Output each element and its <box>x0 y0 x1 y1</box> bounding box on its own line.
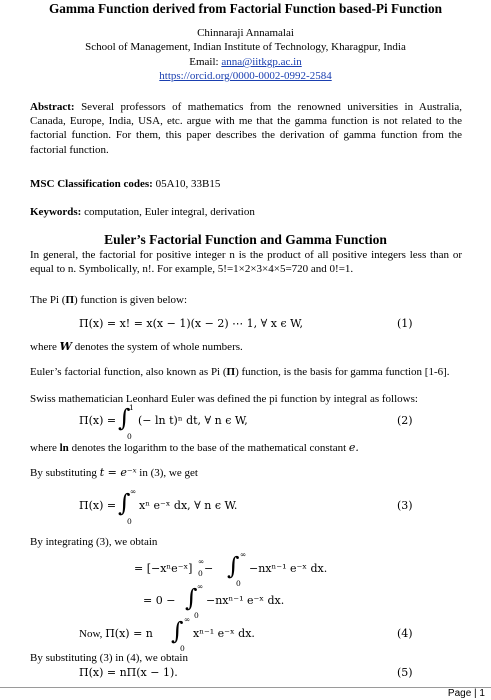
integral-sign: ∫ <box>118 404 131 432</box>
bracket-lower: 0 <box>198 569 203 578</box>
integral-sign: ∫ <box>227 552 240 580</box>
equation-4-number: (4) <box>397 627 413 640</box>
section-title: Euler’s Factorial Function and Gamma Function <box>104 232 387 247</box>
derivation-a-mid: − <box>204 562 214 575</box>
bracket-upper: ∞ <box>198 557 205 566</box>
equation-1-number: (1) <box>397 317 413 330</box>
equation-5-number: (5) <box>397 666 413 679</box>
keywords-label: Keywords: <box>30 206 82 218</box>
where1-post: denotes the system of whole numbers. <box>71 341 243 353</box>
derivation-a-lower: 0 <box>236 579 241 588</box>
subst-post: in (3), we get <box>136 467 198 479</box>
where1-pre: where <box>30 341 60 353</box>
where2-post: denotes the logarithm to the base of the mathematical constant <box>68 442 349 454</box>
euler-post: ) function, is the basis for gamma function [1-6]. <box>235 366 450 378</box>
paper-title: Gamma Function derived from Factorial Function based-Pi Function <box>48 1 443 16</box>
eq4-lower-limit: 0 <box>180 644 185 653</box>
pi-given-line <box>30 294 187 306</box>
euler-factorial-line <box>30 366 450 378</box>
keywords-value: computation, Euler integral, derivation <box>84 206 255 218</box>
eq2-upper-limit: 1 <box>129 403 134 412</box>
equation-4-rhs: xⁿ⁻¹ e⁻ˣ dx. <box>193 627 255 640</box>
page-number: Page | 1 <box>447 688 485 699</box>
derivation-a-pre: = [−xⁿe⁻ˣ] <box>134 562 193 575</box>
equation-3-lhs: Π(x) = <box>79 499 117 512</box>
abstract-text: Several professors of mathematics from the renowned universities in Australia, Canada, Europe, India, USA, etc. argue with me that the gamma function is not related to the factorial function. For them, this paper describes the derivation of gamma function from the factorial function. <box>30 101 462 156</box>
email-link[interactable]: anna@iitkgp.ac.in <box>221 56 302 68</box>
orcid-line <box>0 70 491 82</box>
integral-sign: ∫ <box>118 489 131 517</box>
derivation-b-pre: = 0 − <box>143 594 176 607</box>
where-whole-numbers <box>30 340 243 353</box>
derivation-a-upper: ∞ <box>240 550 247 559</box>
integral-sign: ∫ <box>171 617 184 645</box>
integral-sign: ∫ <box>185 584 198 612</box>
intro-paragraph: In general, the factorial for positive integer n is the product of all positive integers less than or equal to n. Symbolically, n!. For example, 5!=1×2×3×4×5=720 and 0!=1. <box>30 249 462 276</box>
msc-value: 05A10, 33B15 <box>155 178 221 190</box>
e-constant: e. <box>348 441 359 454</box>
abstract-label: Abstract: <box>30 101 75 113</box>
eq3-upper-limit: ∞ <box>130 487 137 496</box>
derivation-b-upper: ∞ <box>197 582 204 591</box>
author-email-line <box>0 56 491 68</box>
integrating-line: By integrating (3), we obtain <box>30 536 158 548</box>
derivation-a-rhs: −nxⁿ⁻¹ e⁻ˣ dx. <box>249 562 328 575</box>
keywords <box>30 206 255 218</box>
substitution-line <box>30 466 198 479</box>
author-affiliation: School of Management, Indian Institute of Technology, Kharagpur, India <box>85 41 406 53</box>
equation-2-rhs: (− ln t)ⁿ dt, ∀ n ϵ W, <box>138 414 248 427</box>
eq4-upper-limit: ∞ <box>184 615 191 624</box>
pi-given-suffix: ) function is given below: <box>74 294 188 306</box>
derivation-b-rhs: −nxⁿ⁻¹ e⁻ˣ dx. <box>206 594 285 607</box>
abstract <box>30 100 462 157</box>
where-ln-line <box>30 441 359 454</box>
equation-4-line <box>79 627 153 640</box>
author-name: Chinnaraji Annamalai <box>197 27 294 39</box>
ln-symbol: ln <box>59 442 69 454</box>
equation-3-rhs: xⁿ e⁻ˣ dx, ∀ n ϵ W. <box>139 499 238 512</box>
substitution-2-line: By substituting (3) in (4), we obtain <box>30 652 188 664</box>
pi-symbol: Π <box>65 294 75 306</box>
whole-numbers-symbol: W <box>59 340 72 353</box>
equation-5: Π(x) = nΠ(x − 1). <box>79 666 178 679</box>
orcid-link[interactable]: https://orcid.org/0000-0002-0992-2584 <box>159 70 332 82</box>
msc-label: MSC Classification codes: <box>30 178 153 190</box>
pi-given-prefix: The Pi ( <box>30 294 66 306</box>
derivation-b-lower: 0 <box>194 611 199 620</box>
subst-expression: t = e⁻ˣ <box>99 466 137 479</box>
equation-1: Π(x) = x! = x(x − 1)(x − 2) ⋯ 1, ∀ x ϵ W, <box>79 317 303 330</box>
equation-2-number: (2) <box>397 414 413 427</box>
pi-symbol-2: Π <box>226 366 236 378</box>
equation-2-lhs: Π(x) = <box>79 414 117 427</box>
now-label: Now, <box>79 628 106 640</box>
footer-divider <box>0 687 491 688</box>
where2-pre: where <box>30 442 60 454</box>
euler-pre: Euler’s factorial function, also known as Pi ( <box>30 366 227 378</box>
equation-4-lhs: Π(x) = n <box>105 627 153 640</box>
eq3-lower-limit: 0 <box>127 517 132 526</box>
subst-pre: By substituting <box>30 467 100 479</box>
msc-codes <box>30 178 220 190</box>
equation-3-number: (3) <box>397 499 413 512</box>
email-label: Email: <box>189 56 222 68</box>
eq2-lower-limit: 0 <box>127 432 132 441</box>
swiss-line: Swiss mathematician Leonhard Euler was defined the pi function by integral as follows: <box>30 393 418 405</box>
